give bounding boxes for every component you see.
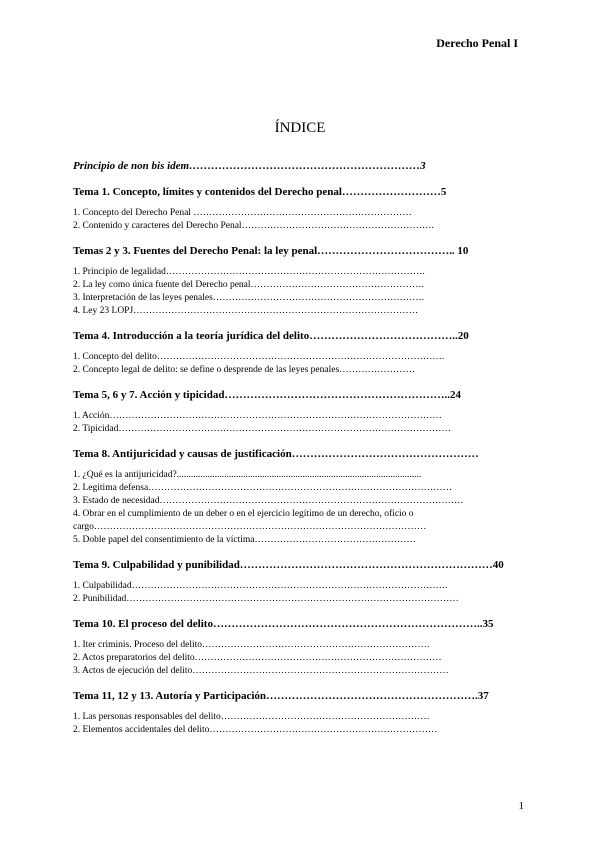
toc-section <box>73 243 533 318</box>
toc-section-heading[interactable]: Tema 10. El proceso del delito………………………………………………………………..35 <box>73 618 494 630</box>
toc-entry[interactable]: 1. Concepto del Derecho Penal …………………………………………………………… <box>73 208 412 218</box>
toc-section <box>73 557 533 606</box>
toc-entry[interactable]: 3. Actos de ejecución del delito……………………………………………………………………… <box>73 666 449 676</box>
toc-entry[interactable]: 3. Estado de necesidad…………………………………………………………………………………… <box>73 496 464 506</box>
toc-section <box>73 158 533 174</box>
toc-section-heading[interactable]: Tema 4. Introducción a la teoría jurídica del delito…………………………………..20 <box>73 330 469 342</box>
toc-entry[interactable]: 4. Obrar en el cumplimiento de un deber o en el ejercicio legítimo de un derecho, oficio o <box>73 509 414 519</box>
toc-entry[interactable]: 2. Legitima defensa…………………………………………………………………………………… <box>73 483 453 493</box>
toc-section <box>73 616 533 678</box>
toc-entry[interactable]: 1. Acción…………………………………………………………………………………………… <box>73 411 442 421</box>
page-title: ÍNDICE <box>274 120 326 136</box>
toc-entry[interactable]: 2. Contenido y caracteres del Derecho Penal……………………………………………………. <box>73 221 434 231</box>
toc-section <box>73 328 533 377</box>
toc-section-heading[interactable]: Tema 1. Concepto, límites y contenidos del Derecho penal………………………5 <box>73 186 447 198</box>
toc-entry[interactable]: 2. Concepto legal de delito: se define o desprende de las leyes penales…………………… <box>73 365 416 375</box>
toc-entry[interactable]: 4. Ley 23 LOPJ……………………………………………………………………………… <box>73 306 419 316</box>
toc-section-heading[interactable]: Tema 8. Antijuricidad y causas de justificación…………………………………………… <box>73 448 479 460</box>
toc-section <box>73 446 533 547</box>
toc-section-heading[interactable]: Temas 2 y 3. Fuentes del Derecho Penal: la ley penal……………………………….. 10 <box>73 245 469 257</box>
toc-entry[interactable]: 1. Principio de legalidad………………………………………………………………………. <box>73 267 425 277</box>
toc-section-heading[interactable]: Tema 9. Culpabilidad y punibilidad……………………………………………………………40 <box>73 559 504 571</box>
toc-entry[interactable]: 1. Las personas responsables del delito………………………………………………………… <box>73 712 430 722</box>
toc-entry[interactable]: cargo…………………………………………………………………………………………… <box>73 522 427 532</box>
toc-entry[interactable]: 2. Actos preparatorios del delito…………………………………………………………………… <box>73 653 442 663</box>
toc-section <box>73 688 533 737</box>
toc-section-heading[interactable]: Principio de non bis idem………………………………………………………3 <box>73 160 426 172</box>
toc-entry[interactable]: 1. Concepto del delito………………………………………………………………………………. <box>73 352 445 362</box>
toc-section-heading[interactable]: Tema 11, 12 y 13. Autoría y Participación………………………………………………….37 <box>73 690 489 702</box>
toc-section <box>73 184 533 233</box>
toc-entry[interactable]: 2. La ley como única fuente del Derecho penal………………………………………………. <box>73 280 424 290</box>
toc-entry[interactable]: 5. Doble papel del consentimiento de la víctima…………………………………………… <box>73 535 417 545</box>
toc-entry[interactable]: 1. Culpabilidad………………………………………………………………………………………. <box>73 581 448 591</box>
toc-entry[interactable]: 2. Elementos accidentales del delito……………………………………………………………… <box>73 725 438 735</box>
toc-entry[interactable]: 2. Tipicidad…………………………………………………………………………………………… <box>73 424 451 434</box>
toc-entry[interactable]: 2. Punibilidad…………………………………………………………………………………………… <box>73 594 459 604</box>
running-header: Derecho Penal I <box>436 36 518 50</box>
page-number: 1 <box>518 800 524 812</box>
toc-entry[interactable]: 3. Interpretación de las leyes penales…………………………………………………………. <box>73 293 425 303</box>
table-of-contents <box>73 158 533 747</box>
toc-section-heading[interactable]: Tema 5, 6 y 7. Acción y tipicidad……………………………………………………..24 <box>73 389 461 401</box>
toc-entry[interactable]: 1. Iter criminis. Proceso del delito……………………………………………………………… <box>73 640 431 650</box>
toc-section <box>73 387 533 436</box>
toc-entry[interactable]: 1. ¿Qué es la antijuricidad?....................................................................................................... <box>73 470 422 480</box>
